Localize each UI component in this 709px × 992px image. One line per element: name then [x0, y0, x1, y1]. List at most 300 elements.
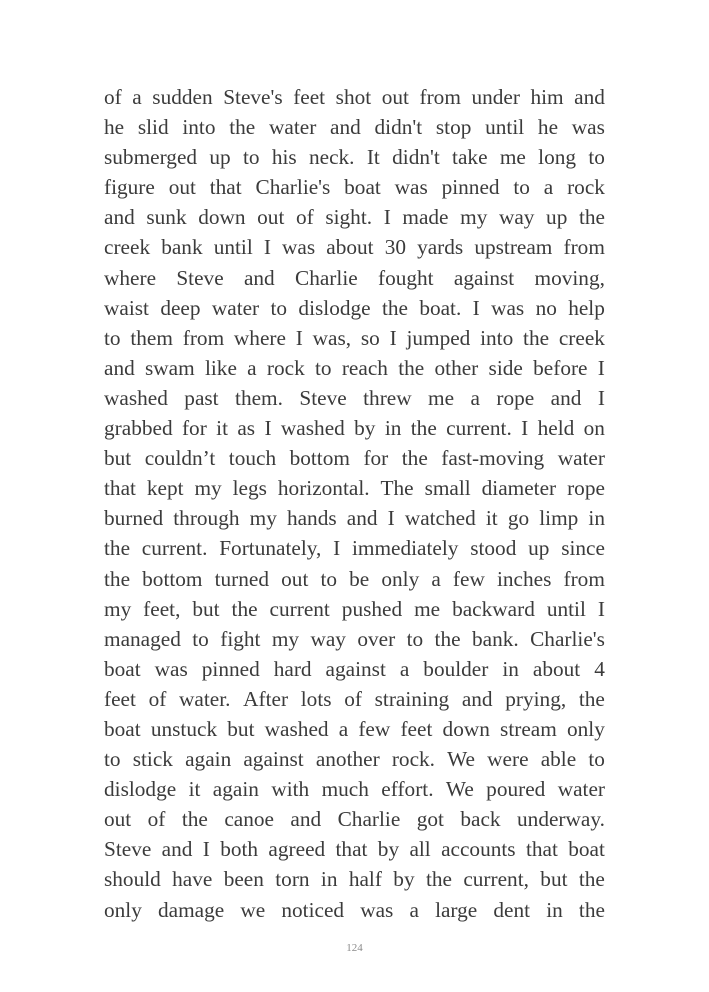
word: my	[194, 476, 222, 501]
text-line	[104, 82, 605, 112]
word: boat.	[419, 295, 462, 320]
word: go	[507, 506, 530, 531]
word: and	[290, 807, 322, 832]
word: on	[583, 416, 605, 441]
word: I	[387, 506, 395, 531]
word: a	[132, 85, 142, 109]
word: about	[532, 656, 581, 681]
word: feet	[400, 716, 433, 741]
word: them.	[235, 385, 283, 410]
word: managed	[104, 626, 181, 651]
word: swam	[145, 355, 195, 380]
word: boat	[104, 716, 141, 741]
word: I	[597, 355, 605, 380]
word: since	[561, 536, 605, 561]
word: about	[326, 235, 374, 260]
word: made	[402, 205, 449, 230]
word: limp	[539, 506, 579, 531]
word: I	[521, 416, 529, 441]
word: I	[263, 235, 271, 260]
word: of	[344, 686, 362, 711]
word: sunk	[146, 205, 187, 230]
word: and	[104, 205, 135, 230]
text-line	[104, 232, 605, 262]
word: we	[240, 897, 266, 922]
word: but	[192, 596, 220, 621]
word: shot	[335, 85, 372, 109]
word: neck.	[308, 145, 355, 170]
word: and	[461, 686, 493, 711]
word: for	[363, 446, 389, 471]
word: feet	[293, 85, 326, 109]
word: dislodge	[104, 777, 177, 802]
text-line	[104, 353, 605, 383]
word: I	[597, 385, 605, 410]
word: under	[471, 85, 520, 109]
word: water	[269, 115, 317, 140]
word: poured	[486, 777, 546, 802]
word: threw	[363, 385, 412, 410]
word: damage	[158, 897, 225, 922]
word: my	[249, 506, 277, 531]
word: to	[242, 145, 260, 170]
word: Steve	[299, 385, 347, 410]
word: him	[530, 85, 564, 109]
word: I	[472, 295, 480, 320]
word: until	[546, 596, 586, 621]
word: got	[416, 807, 444, 832]
word: canoe	[224, 807, 274, 832]
word: a	[409, 897, 419, 922]
word: that	[104, 476, 136, 501]
word: few	[358, 716, 391, 741]
word: After	[243, 686, 289, 711]
word: only	[104, 897, 142, 922]
word: in	[384, 416, 402, 441]
word: was	[394, 175, 428, 200]
word: from	[563, 566, 605, 591]
word: that	[525, 837, 558, 862]
body-text	[104, 82, 605, 925]
word: it	[485, 506, 498, 531]
word: We	[447, 747, 476, 772]
word: I	[383, 205, 391, 230]
word: of	[104, 85, 122, 109]
word: to	[315, 355, 332, 380]
word: diameter	[481, 476, 557, 501]
text-line	[104, 654, 605, 684]
word: accounts	[441, 837, 516, 862]
word: so	[360, 325, 380, 350]
word: the	[578, 897, 605, 922]
word: pinned	[201, 656, 260, 681]
word: up	[209, 145, 231, 170]
word: Charlie's	[530, 626, 605, 651]
word: a	[338, 716, 349, 741]
word: in	[502, 656, 519, 681]
text-line	[104, 895, 605, 925]
word: through	[173, 506, 240, 531]
word: to	[270, 295, 288, 320]
word: underway.	[517, 807, 605, 832]
text-line	[104, 594, 605, 624]
word: hard	[273, 656, 312, 681]
word: the	[578, 867, 605, 892]
word: current,	[463, 867, 529, 892]
word: that	[209, 175, 242, 200]
word: and	[104, 355, 135, 380]
word: moving,	[534, 265, 605, 290]
word: a	[431, 566, 441, 591]
word: bank	[161, 235, 203, 260]
word: the	[181, 807, 208, 832]
word: but	[227, 716, 255, 741]
word: stop	[435, 115, 472, 140]
page-number: 124	[346, 942, 363, 954]
word: legs	[232, 476, 267, 501]
word: The	[380, 476, 414, 501]
word: the	[398, 355, 425, 380]
word: didn't	[392, 145, 440, 170]
text-line	[104, 263, 605, 293]
word: been	[223, 867, 264, 892]
word: agreed	[268, 837, 326, 862]
word: boat	[344, 175, 381, 200]
word: have	[172, 867, 213, 892]
word: Steve's	[223, 85, 283, 109]
word: to	[588, 145, 605, 170]
word: to	[192, 626, 209, 651]
word: was	[491, 295, 525, 320]
word: burned	[104, 506, 164, 531]
word: down	[198, 205, 246, 230]
word: bottom	[289, 446, 350, 471]
text-line	[104, 473, 605, 503]
word: boat	[568, 837, 605, 862]
text-line	[104, 172, 605, 202]
word: lots	[300, 686, 332, 711]
word: feet	[104, 686, 136, 711]
word: again	[212, 777, 259, 802]
word: the	[381, 295, 408, 320]
word: he	[104, 115, 125, 140]
word: side	[488, 355, 523, 380]
word: much	[321, 777, 369, 802]
word: boat	[104, 656, 141, 681]
word: out	[168, 175, 196, 200]
word: by	[377, 837, 400, 862]
word: I	[295, 325, 303, 350]
word: current.	[141, 536, 208, 561]
word: until	[485, 115, 525, 140]
word: boulder	[423, 656, 489, 681]
word: unstuck	[150, 716, 218, 741]
word: my	[460, 205, 488, 230]
word: Fortunately,	[219, 536, 322, 561]
word: help	[568, 295, 605, 320]
word: out	[257, 205, 285, 230]
word: by	[393, 867, 415, 892]
word: the	[425, 867, 452, 892]
word: rock	[567, 175, 605, 200]
word: but	[540, 867, 568, 892]
word: only	[381, 566, 420, 591]
word: past	[184, 385, 219, 410]
word: me	[428, 385, 455, 410]
word: water.	[179, 686, 231, 711]
text-line	[104, 744, 605, 774]
word: my	[271, 626, 300, 651]
word: 30	[384, 235, 406, 260]
word: by	[354, 416, 376, 441]
word: creek	[558, 325, 605, 350]
text-line	[104, 413, 605, 443]
text-line	[104, 564, 605, 594]
word: a	[470, 385, 480, 410]
word: a	[543, 175, 554, 200]
word: I	[597, 596, 605, 621]
word: to	[588, 747, 605, 772]
word: straining	[374, 686, 450, 711]
text-line	[104, 624, 605, 654]
word: able	[540, 747, 577, 772]
word: stick	[132, 747, 173, 772]
word: current.	[446, 416, 512, 441]
word: another	[315, 747, 380, 772]
word: rock	[266, 355, 305, 380]
word: way	[310, 626, 346, 651]
word: Steve	[104, 837, 152, 862]
word: back	[460, 807, 501, 832]
word: deep	[160, 295, 201, 320]
word: and	[574, 85, 605, 109]
word: to	[513, 175, 530, 200]
word: horizontal.	[277, 476, 370, 501]
word: touch	[228, 446, 277, 471]
word: out	[104, 807, 132, 832]
word: washed	[264, 716, 329, 741]
word: the	[104, 566, 131, 591]
text-line	[104, 202, 605, 232]
word: into	[182, 115, 216, 140]
word: half	[348, 867, 382, 892]
text-line	[104, 714, 605, 744]
word: me	[414, 596, 441, 621]
text-line	[104, 834, 605, 864]
word: reach	[341, 355, 388, 380]
word: dent	[493, 897, 531, 922]
word: turned	[214, 566, 270, 591]
word: over	[357, 626, 396, 651]
word: against	[325, 656, 386, 681]
word: to	[104, 747, 121, 772]
word: pushed	[341, 596, 403, 621]
word: fought	[377, 265, 434, 290]
word: other	[434, 355, 479, 380]
word: it	[216, 416, 228, 441]
word: water	[557, 777, 605, 802]
word: effort.	[381, 777, 434, 802]
word: with	[271, 777, 310, 802]
word: bank.	[471, 626, 519, 651]
word: washed	[104, 385, 168, 410]
word: sight.	[325, 205, 373, 230]
word: the	[229, 115, 256, 140]
word: and	[243, 265, 275, 290]
word: couldn’t	[144, 446, 216, 471]
word: was	[360, 897, 394, 922]
word: his	[271, 145, 297, 170]
word: the	[578, 205, 605, 230]
word: I	[389, 325, 397, 350]
word: where	[104, 265, 157, 290]
word: I	[264, 416, 272, 441]
word: before	[533, 355, 588, 380]
word: didn't	[374, 115, 423, 140]
word: to	[104, 325, 121, 350]
word: torn	[275, 867, 310, 892]
text-line	[104, 864, 605, 894]
word: again	[185, 747, 232, 772]
word: creek	[104, 235, 151, 260]
word: figure	[104, 175, 155, 200]
word: and	[346, 506, 378, 531]
word: up	[528, 536, 550, 561]
word: fight	[220, 626, 261, 651]
word: to	[406, 626, 424, 651]
word: rock.	[391, 747, 436, 772]
word: grabbed	[104, 416, 173, 441]
word: against	[453, 265, 515, 290]
word: stood	[470, 536, 517, 561]
word: like	[204, 355, 237, 380]
word: small	[424, 476, 471, 501]
word: from	[419, 85, 461, 109]
word: and	[550, 385, 582, 410]
word: out	[281, 566, 309, 591]
word: he	[537, 115, 559, 140]
word: in	[320, 867, 338, 892]
word: immediately	[351, 536, 459, 561]
text-line	[104, 804, 605, 834]
word: Charlie	[295, 265, 358, 290]
word: out	[381, 85, 409, 109]
word: of	[148, 686, 167, 711]
word: waist	[104, 295, 149, 320]
word: sudden	[152, 85, 213, 109]
word: a	[247, 355, 257, 380]
word: of	[147, 807, 166, 832]
word: was	[154, 656, 188, 681]
text-line	[104, 443, 605, 473]
word: large	[435, 897, 478, 922]
word: was	[282, 235, 316, 260]
text-line	[104, 684, 605, 714]
word: the	[434, 626, 461, 651]
text-line	[104, 383, 605, 413]
word: where	[233, 325, 286, 350]
word: hands	[286, 506, 337, 531]
word: into	[480, 325, 514, 350]
word: the	[104, 536, 131, 561]
word: of	[295, 205, 314, 230]
word: dislodge	[298, 295, 371, 320]
word: bottom	[142, 566, 203, 591]
word: was,	[312, 325, 352, 350]
word: and	[161, 837, 193, 862]
word: pinned	[441, 175, 500, 200]
word: but	[104, 446, 132, 471]
word: slid	[137, 115, 169, 140]
word: way	[498, 205, 535, 230]
word: stream	[500, 716, 557, 741]
word: were	[487, 747, 529, 772]
word: watched	[404, 506, 476, 531]
word: prying,	[505, 686, 567, 711]
word: yards	[417, 235, 464, 260]
word: and	[330, 115, 361, 140]
text-line	[104, 293, 605, 323]
word: We	[445, 777, 474, 802]
text-line	[104, 774, 605, 804]
word: be	[349, 566, 370, 591]
word: from	[563, 235, 605, 260]
word: for	[181, 416, 207, 441]
word: Charlie	[337, 807, 401, 832]
word: to	[320, 566, 338, 591]
word: no	[535, 295, 557, 320]
word: from	[182, 325, 225, 350]
word: a	[399, 656, 410, 681]
word: my	[104, 596, 132, 621]
word: the	[410, 416, 437, 441]
word: I	[333, 536, 341, 561]
word: fast-moving	[441, 446, 545, 471]
word: the	[231, 596, 258, 621]
word: 4	[594, 656, 605, 681]
word: upstream	[474, 235, 553, 260]
word: rope	[496, 385, 535, 410]
word: down	[442, 716, 490, 741]
word: washed	[280, 416, 345, 441]
word: long	[538, 145, 577, 170]
word: I	[202, 837, 210, 862]
word: only	[567, 716, 605, 741]
word: the	[523, 325, 550, 350]
word: current	[269, 596, 330, 621]
word: inches	[496, 566, 552, 591]
word: me	[499, 145, 526, 170]
word: few	[452, 566, 485, 591]
word: against	[243, 747, 304, 772]
word: take	[452, 145, 488, 170]
word: should	[104, 867, 161, 892]
text-line	[104, 142, 605, 172]
word: in	[546, 897, 563, 922]
word: the	[401, 446, 428, 471]
word: that	[335, 837, 368, 862]
text-line	[104, 503, 605, 533]
word: it	[188, 777, 201, 802]
word: Steve	[176, 265, 224, 290]
word: kept	[146, 476, 184, 501]
word: in	[588, 506, 605, 531]
word: Charlie's	[255, 175, 331, 200]
word: up	[546, 205, 568, 230]
word: was	[571, 115, 605, 140]
text-line	[104, 323, 605, 353]
word: them	[130, 325, 173, 350]
